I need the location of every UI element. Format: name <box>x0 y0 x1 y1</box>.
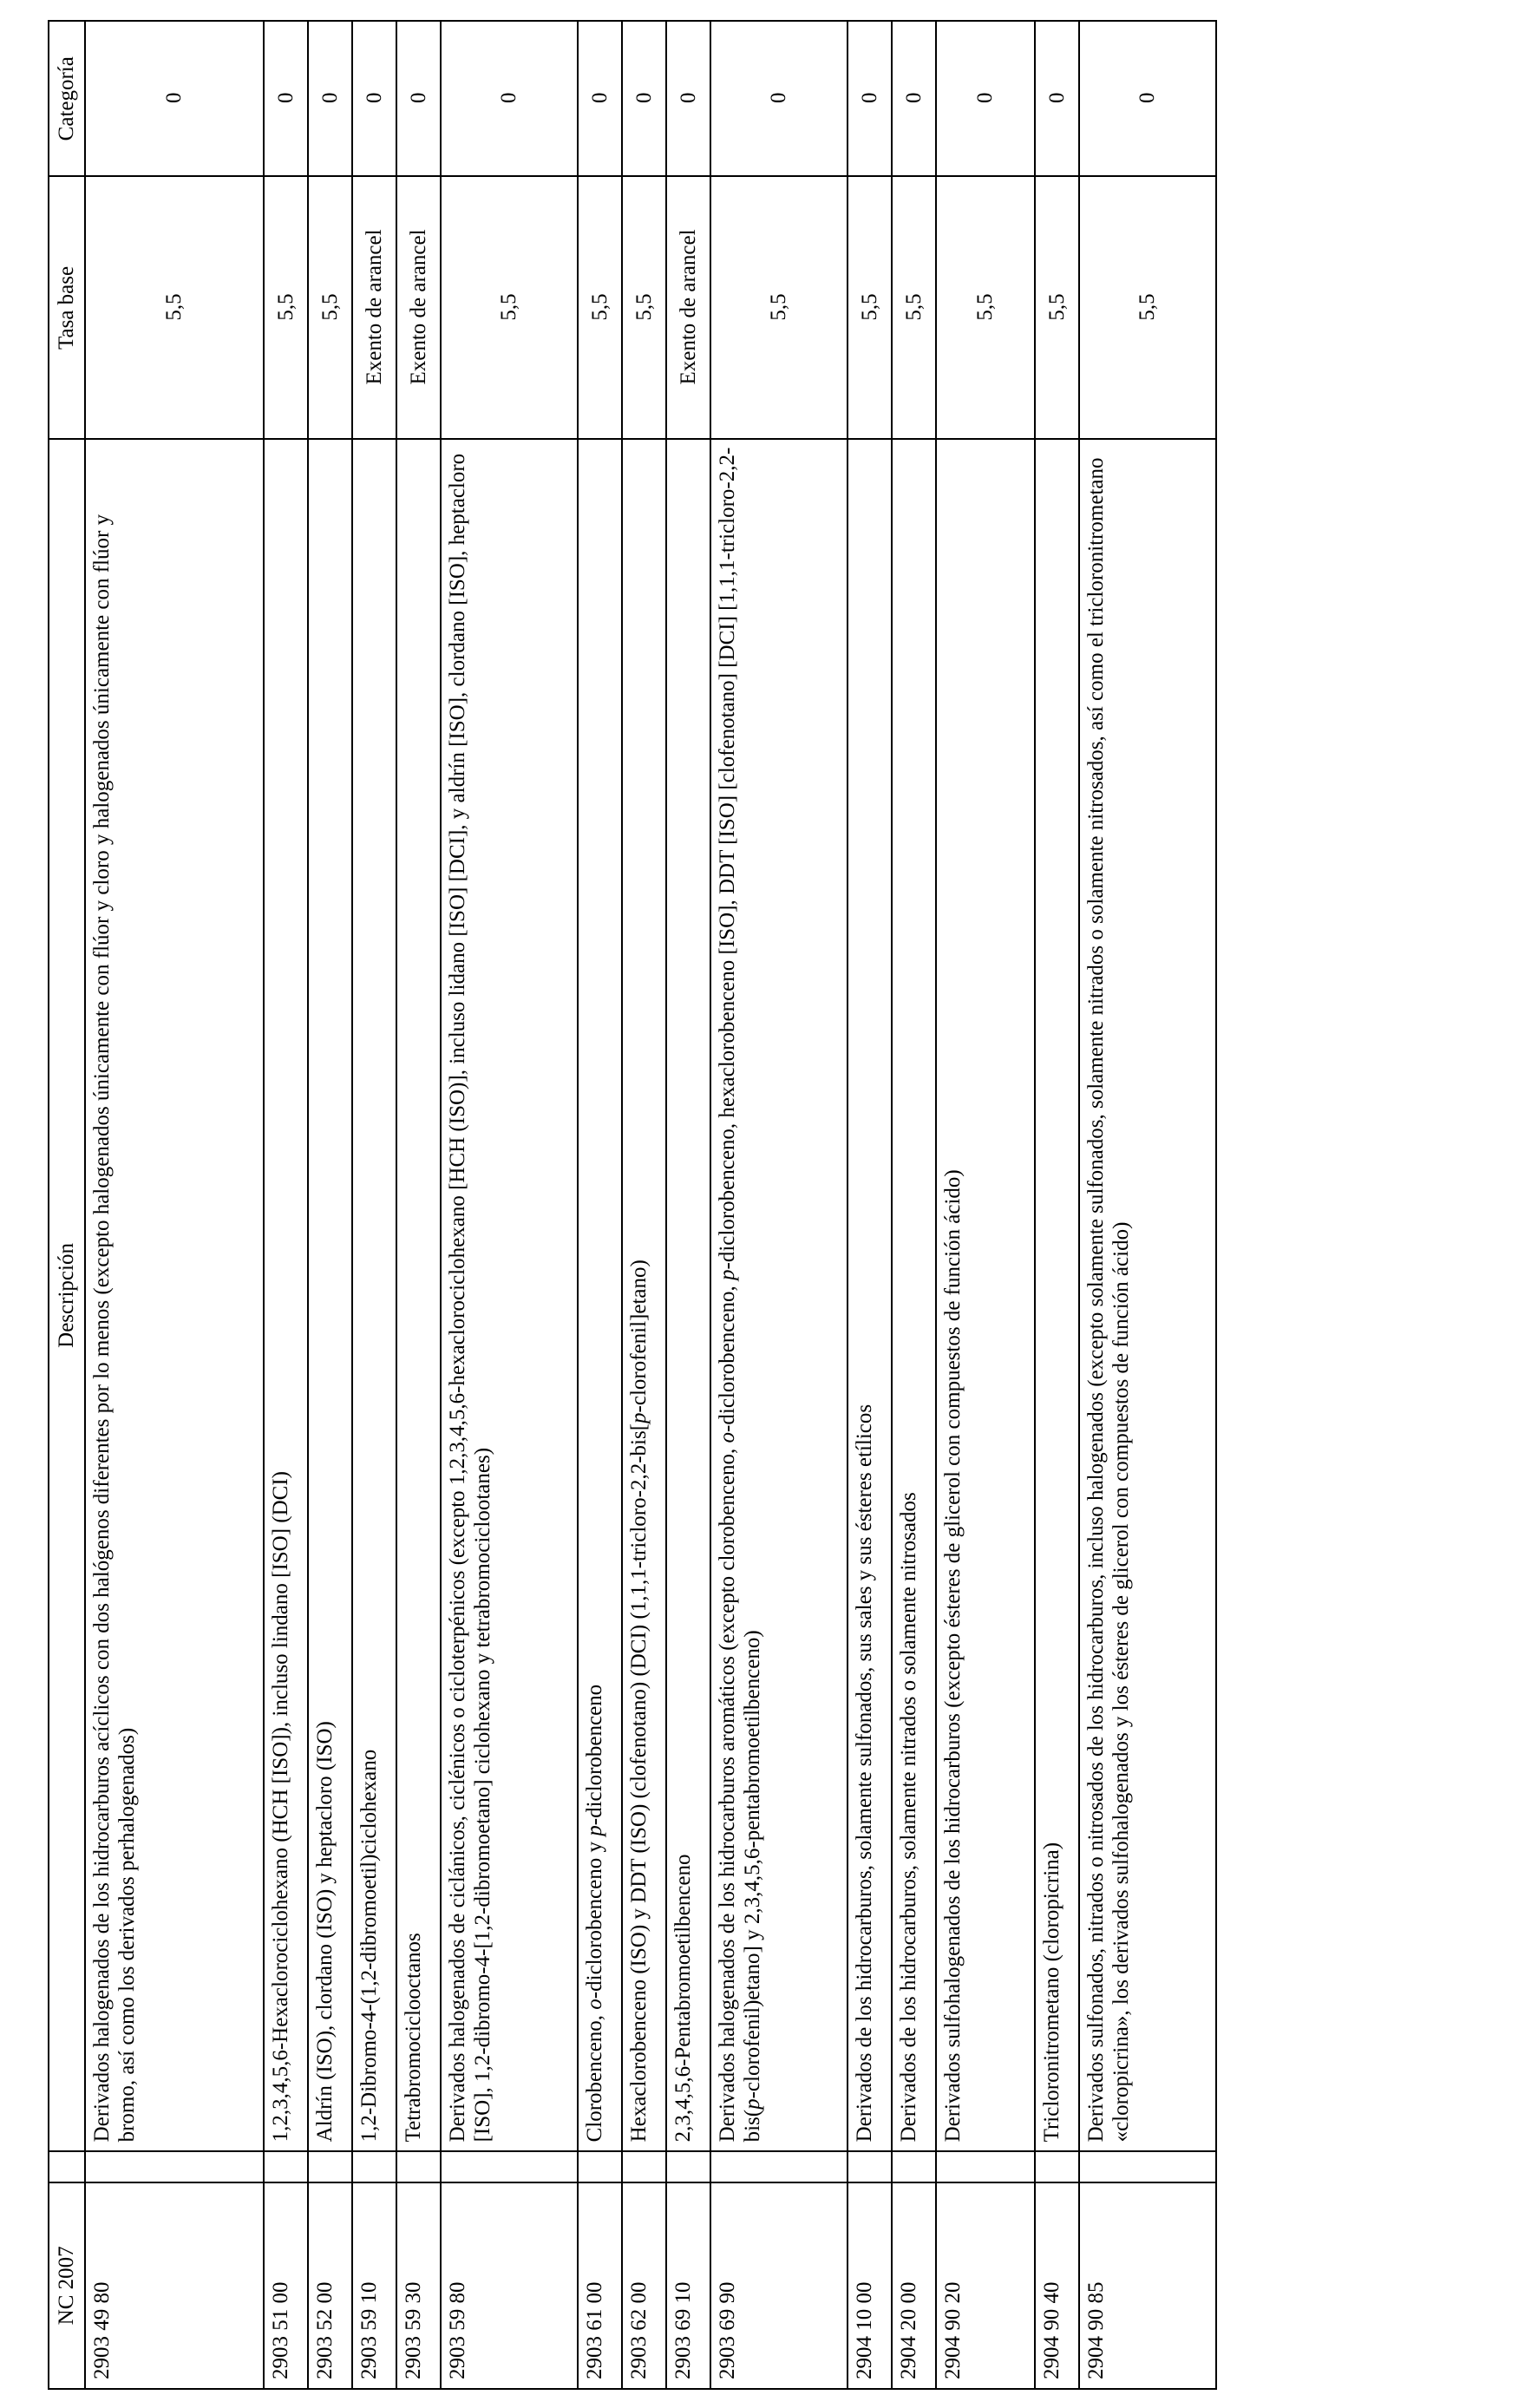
cell-category: 0 <box>441 21 578 176</box>
cell-rate: 5,5 <box>892 176 936 439</box>
cell-code: 2903 59 30 <box>396 2182 441 2389</box>
cell-description: Derivados de los hidrocarburos, solamente nitrados o solamente nitrosados <box>892 439 936 2151</box>
cell-spacer <box>578 2151 622 2182</box>
table-row <box>936 21 1035 2389</box>
desc-italic: o <box>583 1999 606 2010</box>
desc-text: -diclorobenceno, <box>716 1280 739 1432</box>
cell-code: 2903 52 00 <box>308 2182 352 2389</box>
table-row <box>710 21 848 2389</box>
desc-text: -diclorobenceno, hexaclorobenceno [ISO], DDT [ISO] [clofenotano] [DCI] [1,1,1-tricloro-2,2-bis( <box>716 447 765 2143</box>
table-row <box>85 21 264 2389</box>
cell-rate: 5,5 <box>308 176 352 439</box>
cell-code: 2903 51 00 <box>264 2182 308 2389</box>
cell-code: 2903 59 80 <box>441 2182 578 2389</box>
header-spacer <box>49 2151 85 2182</box>
cell-category: 0 <box>352 21 396 176</box>
cell-code: 2903 59 10 <box>352 2182 396 2389</box>
table-row <box>1035 21 1079 2389</box>
cell-spacer <box>1035 2151 1079 2182</box>
header-code: NC 2007 <box>49 2182 85 2389</box>
cell-rate: 5,5 <box>85 176 264 439</box>
header-rate: Tasa base <box>49 176 85 439</box>
desc-italic: p <box>583 1825 606 1836</box>
cell-category: 0 <box>936 21 1035 176</box>
desc-text: Hexaclorobenceno (ISO) y DDT (ISO) (clofenotano) (DCI) (1,1,1-tricloro-2,2-bis[ <box>627 1423 651 2143</box>
cell-rate: 5,5 <box>578 176 622 439</box>
cell-rate: 5,5 <box>441 176 578 439</box>
table-row <box>578 21 622 2389</box>
cell-code: 2903 61 00 <box>578 2182 622 2389</box>
tariff-table <box>48 20 1217 2390</box>
cell-rate: Exento de arancel <box>352 176 396 439</box>
cell-rate: Exento de arancel <box>666 176 710 439</box>
header-category: Categoría <box>49 21 85 176</box>
cell-spacer <box>1079 2151 1216 2182</box>
cell-code: 2904 10 00 <box>848 2182 892 2389</box>
cell-code: 2904 90 85 <box>1079 2182 1216 2389</box>
desc-text: -clorofenil)etano] y 2,3,4,5,6-pentabromoetilbenceno) <box>741 1630 765 2099</box>
header-row <box>49 21 85 2389</box>
cell-description: Derivados sulfohalogenados de los hidrocarburos (excepto ésteres de glicerol con compuestos de función ácido) <box>936 439 1035 2151</box>
desc-italic: o <box>716 1431 739 1443</box>
table-row <box>352 21 396 2389</box>
cell-spacer <box>936 2151 1035 2182</box>
table-row <box>308 21 352 2389</box>
table-row <box>396 21 441 2389</box>
cell-description <box>622 439 666 2151</box>
cell-spacer <box>308 2151 352 2182</box>
desc-text: Derivados halogenados de los hidrocarburos aromáticos (excepto clorobenceno, <box>716 1443 739 2143</box>
cell-category: 0 <box>578 21 622 176</box>
cell-description: Tricloronitrometano (cloropicrina) <box>1035 439 1079 2151</box>
cell-category: 0 <box>1079 21 1216 176</box>
desc-text: -diclorobenceno <box>583 1684 606 1826</box>
cell-category: 0 <box>308 21 352 176</box>
cell-category: 0 <box>666 21 710 176</box>
cell-code: 2903 69 10 <box>666 2182 710 2389</box>
table-row <box>622 21 666 2389</box>
cell-spacer <box>622 2151 666 2182</box>
cell-description: Tetrabromociclooctanos <box>396 439 441 2151</box>
cell-category: 0 <box>710 21 848 176</box>
cell-category: 0 <box>396 21 441 176</box>
cell-category: 0 <box>848 21 892 176</box>
cell-description <box>710 439 848 2151</box>
cell-category: 0 <box>1035 21 1079 176</box>
cell-code: 2903 69 90 <box>710 2182 848 2389</box>
cell-category: 0 <box>85 21 264 176</box>
cell-spacer <box>710 2151 848 2182</box>
cell-category: 0 <box>264 21 308 176</box>
cell-rate: 5,5 <box>936 176 1035 439</box>
desc-italic: p <box>741 2098 765 2110</box>
cell-description: 1,2,3,4,5,6-Hexaclorociclohexano (HCH [ISO]), incluso lindano [ISO] (DCI) <box>264 439 308 2151</box>
cell-spacer <box>892 2151 936 2182</box>
table-row <box>848 21 892 2389</box>
table-row <box>264 21 308 2389</box>
rotated-page <box>48 20 1217 2390</box>
desc-text: Clorobenceno, <box>583 2009 606 2143</box>
cell-rate: 5,5 <box>1035 176 1079 439</box>
cell-code: 2903 62 00 <box>622 2182 666 2389</box>
cell-rate: 5,5 <box>848 176 892 439</box>
cell-description: Derivados halogenados de los hidrocarburos acíclicos con dos halógenos diferentes por lo menos (excepto halogenados únicamente con flúor y cloro y halogenados únicamente con flúor y bromo, así como los derivados perhalogenados) <box>85 439 264 2151</box>
cell-spacer <box>85 2151 264 2182</box>
cell-spacer <box>441 2151 578 2182</box>
cell-code: 2904 90 40 <box>1035 2182 1079 2389</box>
cell-category: 0 <box>622 21 666 176</box>
cell-rate: 5,5 <box>1079 176 1216 439</box>
cell-rate: 5,5 <box>264 176 308 439</box>
cell-rate: 5,5 <box>622 176 666 439</box>
cell-description: Derivados de los hidrocarburos, solamente sulfonados, sus sales y sus ésteres etílicos <box>848 439 892 2151</box>
cell-rate: 5,5 <box>710 176 848 439</box>
cell-description: Aldrín (ISO), clordano (ISO) y heptacloro (ISO) <box>308 439 352 2151</box>
cell-description: Derivados sulfonados, nitrados o nitrosados de los hidrocarburos, incluso halogenados (excepto solamente sulfonados, solamente nitrados o solamente nitrosados, así como el tricloronitrometano «cloropicrina», los derivados sulfohalogenados y los ésteres de glicerol con compuestos de función ácido) <box>1079 439 1216 2151</box>
table-row <box>1079 21 1216 2389</box>
cell-code: 2904 90 20 <box>936 2182 1035 2389</box>
table-row <box>666 21 710 2389</box>
cell-spacer <box>264 2151 308 2182</box>
cell-spacer <box>352 2151 396 2182</box>
desc-text: -clorofenil]etano) <box>627 1260 651 1413</box>
cell-description: 2,3,4,5,6-Pentabromoetilbenceno <box>666 439 710 2151</box>
cell-description: Derivados halogenados de ciclánicos, ciclénicos o cicloterpénicos (excepto 1,2,3,4,5,6-hexaclorociclohexano [HCH (ISO)], incluso lidano [ISO] [DCI], y aldrín [ISO], clordano [ISO], heptacloro [ISO], 1,2-dibromo-4-[1,2-dibromoetano] ciclohexano y tetrabromociclootanes) <box>441 439 578 2151</box>
desc-text: -diclorobenceno y <box>583 1835 606 1999</box>
desc-italic: p <box>627 1412 651 1423</box>
cell-description <box>578 439 622 2151</box>
cell-code: 2904 20 00 <box>892 2182 936 2389</box>
cell-spacer <box>396 2151 441 2182</box>
table-row <box>892 21 936 2389</box>
cell-description: 1,2-Dibromo-4-(1,2-dibromoetil)ciclohexano <box>352 439 396 2151</box>
cell-spacer <box>666 2151 710 2182</box>
header-description: Descripción <box>49 439 85 2151</box>
cell-category: 0 <box>892 21 936 176</box>
cell-code: 2903 49 80 <box>85 2182 264 2389</box>
cell-spacer <box>848 2151 892 2182</box>
desc-italic: p <box>716 1269 739 1280</box>
cell-rate: Exento de arancel <box>396 176 441 439</box>
table-row <box>441 21 578 2389</box>
